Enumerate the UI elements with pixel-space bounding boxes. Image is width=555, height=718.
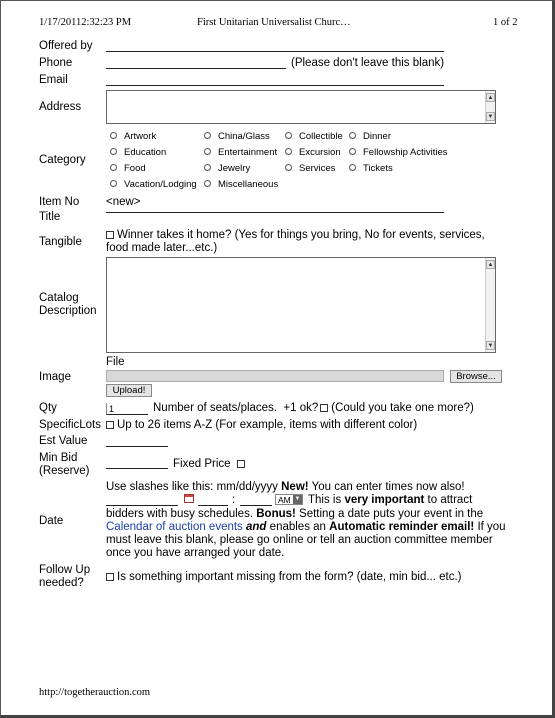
hour-field[interactable]	[198, 505, 228, 506]
scroll-down-icon[interactable]: ▼	[487, 114, 494, 120]
phone-field[interactable]	[106, 68, 286, 69]
address-scrollbar[interactable]	[485, 91, 495, 123]
upload-button[interactable]: Upload!	[106, 384, 152, 397]
category-label-artwork[interactable]: Artwork	[124, 131, 157, 142]
category-label-jewelry[interactable]: Jewelry	[218, 163, 251, 174]
category-label-dinner[interactable]: Dinner	[363, 131, 391, 142]
tangible-label: Tangible	[39, 236, 82, 248]
category-label-vacation-lodging[interactable]: Vacation/Lodging	[124, 179, 197, 190]
file-label: File	[106, 356, 125, 368]
category-label-tickets[interactable]: Tickets	[363, 163, 393, 174]
date-hint-new: New!	[281, 481, 309, 493]
date-hint-b: You can enter times now also!	[311, 481, 465, 493]
dropdown-arrow-icon[interactable]: ▼	[294, 496, 301, 502]
qty-note	[153, 402, 474, 415]
date-para-5: once you have arranged your date.	[106, 547, 285, 559]
page-number: 1 of 2	[493, 17, 518, 28]
category-radio-jewelry[interactable]	[204, 164, 211, 171]
category-radio-excursion[interactable]	[285, 148, 292, 155]
catalog-scrollbar[interactable]	[485, 258, 495, 352]
date-p1-c: to attract	[427, 494, 473, 506]
follow-up-checkbox[interactable]	[106, 573, 114, 581]
address-textarea[interactable]	[106, 90, 496, 124]
tangible-line-1	[106, 229, 485, 242]
qty-more-text: (Could you take one more?)	[331, 402, 474, 414]
address-label: Address	[39, 101, 82, 113]
offered-by-label: Offered by	[39, 40, 93, 52]
category-label-china-glass[interactable]: China/Glass	[218, 131, 270, 142]
category-radio-education[interactable]	[110, 148, 117, 155]
phone-label: Phone	[39, 57, 73, 69]
calendar-icon[interactable]	[184, 494, 194, 503]
date-p2-bonus: Bonus!	[256, 508, 296, 520]
catalog-label-1: Catalog	[39, 292, 79, 304]
date-para-2	[106, 508, 483, 521]
specific-lots-line	[106, 419, 417, 432]
date-para-3	[106, 521, 506, 534]
date-p1-bold: very important	[344, 494, 425, 506]
category-label-fellowship-activities[interactable]: Fellowship Activities	[363, 147, 448, 158]
min-bid-label-2: (Reserve)	[39, 465, 90, 477]
date-hint	[106, 481, 465, 494]
date-para-4: must leave this blank, please go online or tell an auction committee member	[106, 534, 493, 546]
scroll-up-icon[interactable]: ▲	[487, 262, 494, 268]
category-label-food[interactable]: Food	[124, 163, 146, 174]
tangible-text-2: food made later...etc.)	[106, 242, 218, 254]
qty-field[interactable]: 1	[106, 403, 148, 415]
follow-up-label-2: needed?	[39, 577, 84, 589]
specific-lots-text: Up to 26 items A-Z (For example, items with different color)	[117, 419, 418, 431]
date-p3-and: and	[246, 521, 267, 533]
category-radio-collectible[interactable]	[285, 132, 292, 139]
category-radio-food[interactable]	[110, 164, 117, 171]
category-radio-services[interactable]	[285, 164, 292, 171]
est-value-field[interactable]	[106, 446, 168, 447]
item-no-label: Item No	[39, 196, 80, 208]
category-radio-dinner[interactable]	[349, 132, 356, 139]
ampm-value: AM	[278, 495, 291, 505]
category-label-excursion[interactable]: Excursion	[299, 147, 341, 158]
plus-one-checkbox[interactable]	[320, 404, 328, 412]
title-label: Title	[39, 211, 61, 223]
category-radio-fellowship-activities[interactable]	[349, 148, 356, 155]
category-radio-tickets[interactable]	[349, 164, 356, 171]
email-label: Email	[39, 74, 68, 86]
date-p2-b: Setting a date puts your event in the	[299, 508, 484, 520]
fixed-price-line	[173, 458, 248, 471]
phone-note: (Please don't leave this blank)	[291, 57, 445, 69]
category-label-collectible[interactable]: Collectible	[299, 131, 343, 142]
date-p3-b: enables an	[269, 521, 326, 533]
follow-up-line	[106, 571, 462, 584]
print-datetime: 1/17/20112:32:23 PM	[39, 17, 132, 28]
browse-button[interactable]: Browse...	[450, 370, 502, 383]
qty-note-text: Number of seats/places.	[153, 402, 278, 414]
date-p3-c: If you	[477, 521, 506, 533]
scroll-down-icon[interactable]: ▼	[487, 343, 494, 349]
category-radio-vacation-lodging[interactable]	[110, 180, 117, 187]
category-label: Category	[39, 154, 86, 166]
category-radio-china-glass[interactable]	[204, 132, 211, 139]
footer-url: http://togetherauction.com	[39, 687, 151, 698]
tangible-text-1: Winner takes it home? (Yes for things you bring, No for events, services,	[117, 229, 485, 241]
follow-up-text: Is something important missing from the form? (date, min bid... etc.)	[117, 571, 462, 583]
minute-field[interactable]	[240, 505, 272, 506]
catalog-description-textarea[interactable]	[106, 257, 496, 353]
email-field[interactable]	[106, 85, 444, 86]
date-field[interactable]	[106, 505, 178, 506]
catalog-label-2: Description	[39, 305, 97, 317]
file-path-input[interactable]	[106, 370, 444, 382]
scroll-up-icon[interactable]: ▲	[487, 95, 494, 101]
tangible-checkbox[interactable]	[106, 231, 114, 239]
category-label-services[interactable]: Services	[299, 163, 336, 174]
print-title: First Unitarian Universalist Churc…	[197, 17, 351, 28]
est-value-label: Est Value	[39, 435, 88, 447]
image-label: Image	[39, 371, 71, 383]
min-bid-field[interactable]	[106, 468, 168, 469]
category-label-entertainment[interactable]: Entertainment	[218, 147, 278, 158]
fixed-price-checkbox[interactable]	[237, 460, 245, 468]
date-p3-auto: Automatic reminder email!	[329, 521, 475, 533]
category-radio-miscellaneous[interactable]	[204, 180, 211, 187]
time-colon: :	[232, 494, 236, 506]
date-para-1	[308, 494, 472, 507]
follow-up-label-1: Follow Up	[39, 564, 91, 576]
ampm-select[interactable]	[275, 494, 303, 505]
offered-by-field[interactable]	[106, 51, 444, 52]
date-hint-a: Use slashes like this: mm/dd/yyyy	[106, 481, 278, 493]
qty-ok-text: +1 ok?	[283, 402, 319, 414]
min-bid-label-1: Min Bid	[39, 452, 78, 464]
title-field[interactable]	[106, 212, 444, 213]
category-label-miscellaneous[interactable]: Miscellaneous	[218, 179, 279, 190]
date-p1-a: This is	[308, 494, 342, 506]
qty-label: Qty	[39, 402, 57, 414]
category-label-education[interactable]: Education	[124, 147, 167, 158]
calendar-of-auction-events-link[interactable]: Calendar of auction events	[106, 521, 243, 533]
item-no-value: <new>	[106, 196, 141, 208]
specific-lots-checkbox[interactable]	[106, 421, 114, 429]
specific-lots-label: SpecificLots	[39, 419, 102, 431]
date-label: Date	[39, 515, 64, 527]
date-p2-a: bidders with busy schedules.	[106, 508, 254, 520]
category-radio-artwork[interactable]	[110, 132, 117, 139]
fixed-price-label: Fixed Price	[173, 458, 231, 470]
category-radio-entertainment[interactable]	[204, 148, 211, 155]
